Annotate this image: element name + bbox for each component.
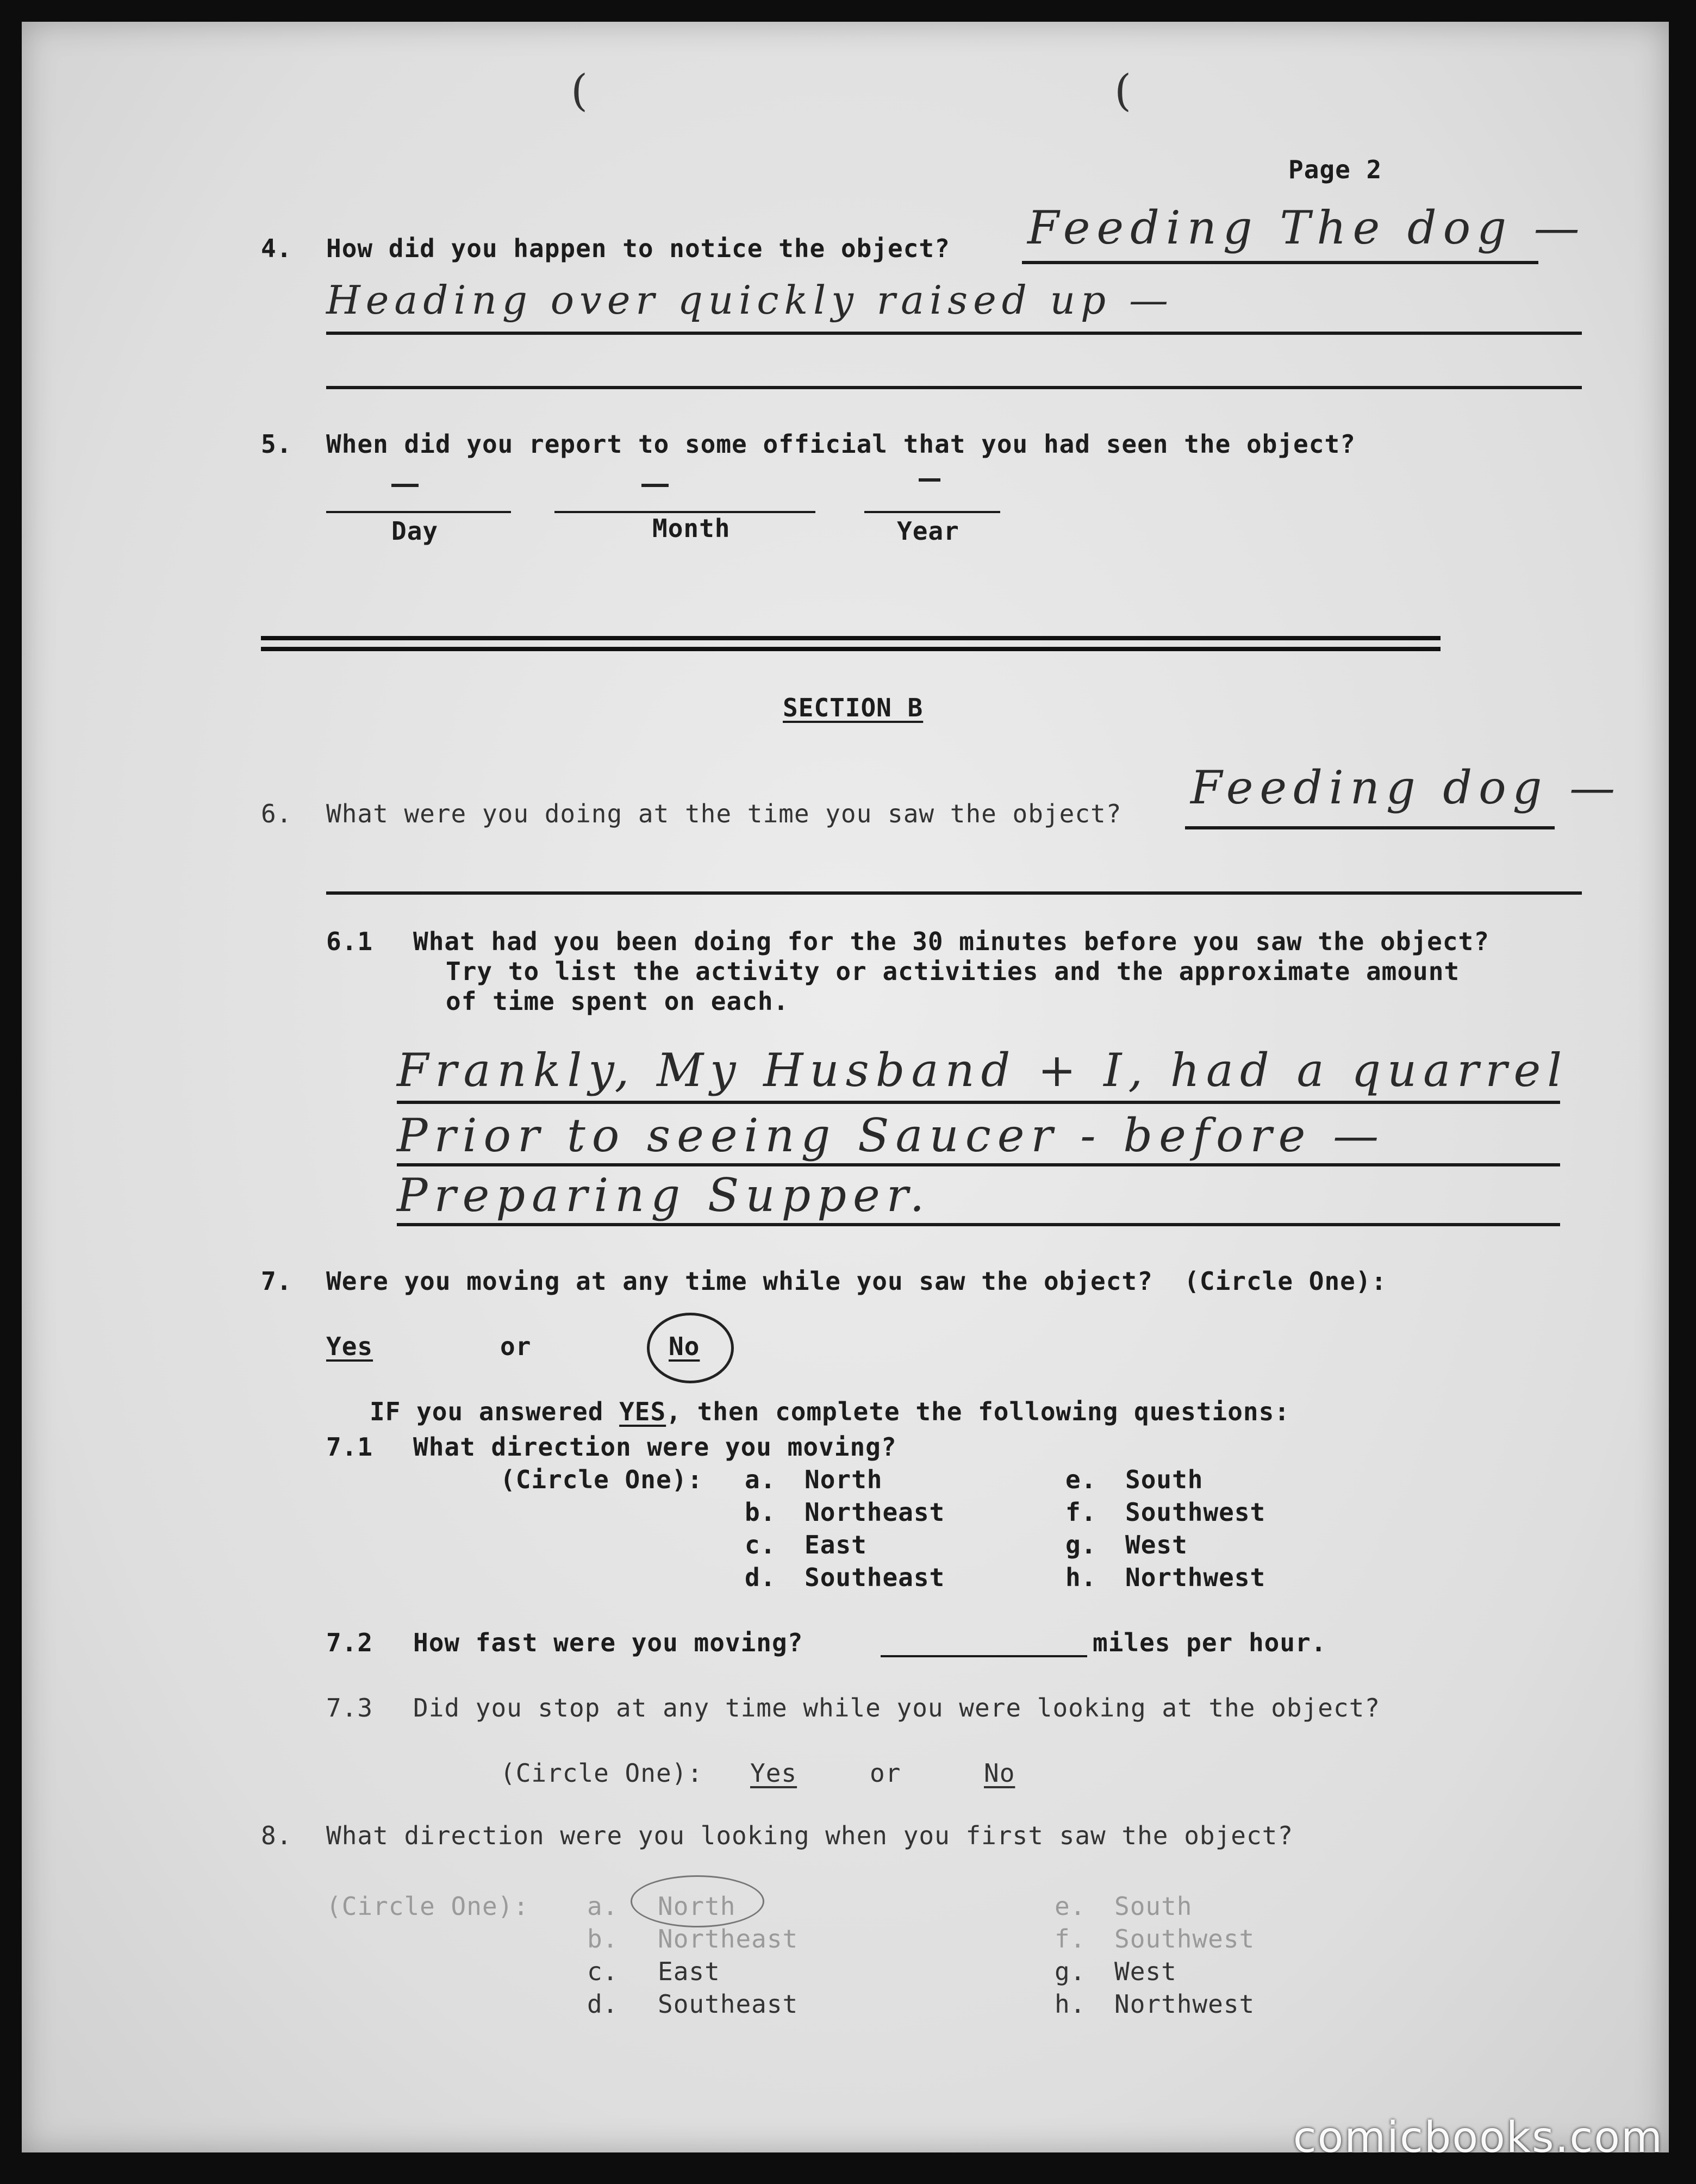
- q6-answer-rule-2: [326, 891, 1582, 895]
- q5-question: When did you report to some official that you had seen the object?: [326, 429, 1356, 459]
- q8-option-east[interactable]: East: [658, 1957, 720, 1986]
- q8-option-e-letter: e.: [1055, 1892, 1086, 1921]
- q7-3-yes-option[interactable]: Yes: [750, 1758, 797, 1788]
- punch-hole-mark-left: (: [571, 65, 588, 116]
- q5-year-dash: [919, 478, 940, 482]
- q6-1-question-line2: Try to list the activity or activities and the approximate amount: [446, 957, 1460, 986]
- q7-1-option-g-letter: g.: [1065, 1530, 1097, 1559]
- q7-question: Were you moving at any time while you saw the object? (Circle One):: [326, 1266, 1387, 1296]
- q7-1-option-a-letter: a.: [745, 1465, 776, 1494]
- q7-2-question: How fast were you moving?: [413, 1628, 803, 1657]
- q7-if-suffix: , then complete the following questions:: [666, 1397, 1290, 1426]
- q6-1-answer-rule-3: [397, 1223, 1560, 1226]
- page-label: Page 2: [1288, 155, 1382, 184]
- q7-1-option-e-letter: e.: [1065, 1465, 1097, 1494]
- q7-no-option[interactable]: No: [669, 1332, 700, 1361]
- q7-2-suffix: miles per hour.: [1093, 1628, 1327, 1657]
- q4-answer-rule-2: [326, 332, 1582, 335]
- q7-1-option-west[interactable]: West: [1125, 1530, 1188, 1559]
- q8-option-h-letter: h.: [1055, 1989, 1086, 2019]
- q5-number: 5.: [261, 429, 292, 459]
- q4-answer-line1: Feeding The dog —: [1027, 201, 1586, 254]
- q7-or-text: or: [500, 1332, 532, 1361]
- q8-option-a-letter: a.: [587, 1892, 619, 1921]
- q5-day-dash: [391, 484, 419, 487]
- q8-option-west[interactable]: West: [1114, 1957, 1177, 1986]
- section-divider-top: [261, 636, 1441, 640]
- q8-option-b-letter: b.: [587, 1924, 619, 1954]
- punch-hole-mark-right: (: [1114, 65, 1132, 116]
- q6-number: 6.: [261, 799, 292, 828]
- q7-1-option-d-letter: d.: [745, 1563, 776, 1592]
- q6-1-answer-line1: Frankly, My Husband + I, had a quarrel: [397, 1044, 1569, 1097]
- q7-yes-option[interactable]: Yes: [326, 1332, 373, 1361]
- q7-1-option-h-letter: h.: [1065, 1563, 1097, 1592]
- q7-3-or-text: or: [870, 1758, 901, 1788]
- q6-answer: Feeding dog —: [1190, 761, 1622, 814]
- q6-1-question-line3: of time spent on each.: [446, 987, 789, 1016]
- q7-3-circle-one: (Circle One):: [500, 1758, 703, 1788]
- q7-1-option-north[interactable]: North: [805, 1465, 883, 1494]
- watermark-text: comicbooks.com: [1293, 2113, 1663, 2162]
- q7-1-option-northeast[interactable]: Northeast: [805, 1497, 945, 1527]
- q7-3-number: 7.3: [326, 1693, 373, 1723]
- q8-number: 8.: [261, 1821, 292, 1850]
- form-page: [22, 22, 1669, 2152]
- q7-1-option-southeast[interactable]: Southeast: [805, 1563, 945, 1592]
- q8-option-northwest[interactable]: Northwest: [1114, 1989, 1255, 2019]
- q5-year-label: Year: [897, 516, 959, 546]
- q8-option-southwest[interactable]: Southwest: [1114, 1924, 1255, 1954]
- q8-circle-one: (Circle One):: [326, 1892, 529, 1921]
- q6-1-answer-rule-2: [397, 1163, 1560, 1166]
- q6-1-answer-line3: Preparing Supper.: [397, 1169, 931, 1222]
- q7-1-option-northwest[interactable]: Northwest: [1125, 1563, 1266, 1592]
- section-title: SECTION B: [783, 693, 924, 722]
- q8-option-d-letter: d.: [587, 1989, 619, 2019]
- q6-1-number: 6.1: [326, 927, 373, 956]
- q7-1-option-c-letter: c.: [745, 1530, 776, 1559]
- q6-1-answer-rule-1: [397, 1101, 1560, 1104]
- q7-1-option-south[interactable]: South: [1125, 1465, 1204, 1494]
- q8-option-north[interactable]: North: [658, 1892, 736, 1921]
- q8-option-south[interactable]: South: [1114, 1892, 1193, 1921]
- q7-1-question: What direction were you moving?: [413, 1432, 897, 1462]
- q7-number: 7.: [261, 1266, 292, 1296]
- q6-1-question-line1: What had you been doing for the 30 minutes before you saw the object?: [413, 927, 1489, 956]
- q7-2-number: 7.2: [326, 1628, 373, 1657]
- q7-1-option-b-letter: b.: [745, 1497, 776, 1527]
- q8-north-circle: [631, 1875, 764, 1927]
- q8-option-northeast[interactable]: Northeast: [658, 1924, 799, 1954]
- q7-1-circle-one: (Circle One):: [500, 1465, 703, 1494]
- q7-if-text: [370, 1397, 1290, 1426]
- q7-2-speed-field[interactable]: [881, 1655, 1087, 1657]
- q5-day-rule: [326, 511, 511, 513]
- q4-number: 4.: [261, 234, 292, 263]
- q4-answer-rule-3: [326, 386, 1582, 389]
- q6-1-answer-line2: Prior to seeing Saucer - before —: [397, 1109, 1386, 1162]
- q7-if-yes: YES: [619, 1397, 666, 1426]
- q7-3-no-option[interactable]: No: [984, 1758, 1015, 1788]
- q5-month-dash: [641, 484, 669, 487]
- q5-day-label: Day: [391, 516, 439, 546]
- q5-month-rule: [554, 511, 815, 513]
- q6-answer-rule-1: [1185, 826, 1555, 829]
- q8-option-c-letter: c.: [587, 1957, 619, 1986]
- q8-option-g-letter: g.: [1055, 1957, 1086, 1986]
- q7-if-prefix: IF you answered: [370, 1397, 620, 1426]
- section-divider-bottom: [261, 647, 1441, 651]
- q5-month-label: Month: [652, 514, 731, 543]
- q8-option-f-letter: f.: [1055, 1924, 1086, 1954]
- q7-1-option-southwest[interactable]: Southwest: [1125, 1497, 1266, 1527]
- q4-answer-rule-1: [1022, 261, 1538, 264]
- q7-3-question: Did you stop at any time while you were looking at the object?: [413, 1693, 1381, 1723]
- q5-year-rule: [864, 511, 1000, 513]
- q7-no-circle: [647, 1313, 734, 1383]
- q7-1-option-f-letter: f.: [1065, 1497, 1097, 1527]
- q8-option-southeast[interactable]: Southeast: [658, 1989, 799, 2019]
- q6-question: What were you doing at the time you saw the object?: [326, 799, 1122, 828]
- q4-answer-line2: Heading over quickly raised up —: [326, 277, 1174, 323]
- q8-question: What direction were you looking when you first saw the object?: [326, 1821, 1294, 1850]
- q7-1-option-east[interactable]: East: [805, 1530, 867, 1559]
- q4-question: How did you happen to notice the object?: [326, 234, 950, 263]
- q7-1-number: 7.1: [326, 1432, 373, 1462]
